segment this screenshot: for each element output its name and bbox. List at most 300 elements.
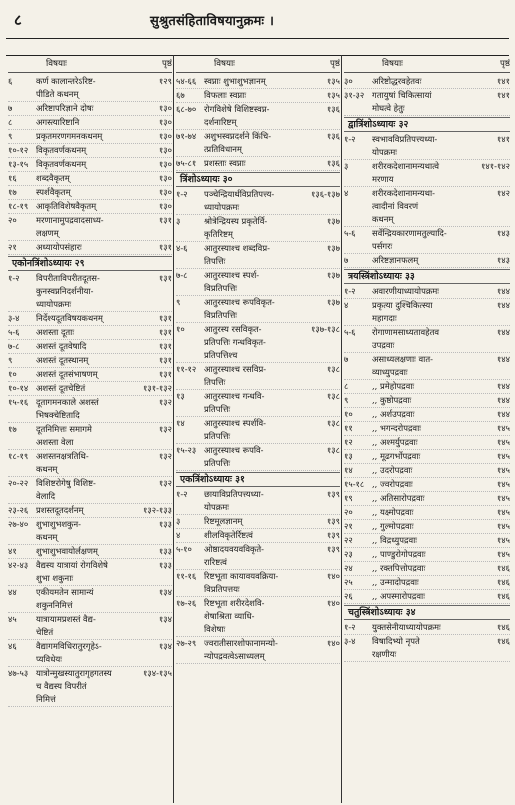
index-entry — [344, 380, 510, 394]
entry-subject: आतुरस्याश्च रूपवि- प्रतिपत्तिः — [204, 445, 264, 468]
entry-subject: आतुरस्याश्च शब्दविप्र- तिपत्तिः — [204, 243, 270, 266]
index-entry — [8, 396, 172, 423]
header-rule — [6, 38, 509, 39]
entry-verse-number: १० — [344, 409, 353, 419]
column-header — [176, 58, 340, 73]
index-entry — [344, 394, 510, 408]
entry-verse-number: ७५-८१ — [176, 158, 197, 168]
entry-verse-number: ४६ — [8, 641, 17, 651]
index-entry — [8, 75, 172, 102]
entry-verse-number: ३० — [344, 76, 353, 86]
entry-page-number: १४४ — [496, 381, 510, 391]
page-header — [0, 0, 515, 40]
page-title: सुश्रुतसंहिताविषयानुक्रमः । — [150, 14, 275, 29]
chapter-heading: एकत्रिंशोऽध्यायः ३१ — [176, 472, 340, 487]
entry-subject: रोगविशेषे विशिष्टस्वप्न- दर्शनारिष्टम् — [204, 104, 270, 127]
entry-verse-number: १०-१४ — [8, 383, 29, 393]
entry-verse-number: ९ — [344, 395, 349, 405]
entry-verse-number: १४ — [176, 418, 185, 428]
entry-page-number: १४० — [326, 598, 340, 608]
index-entry — [176, 390, 340, 417]
index-entry — [344, 408, 510, 422]
entry-verse-number: ४५ — [8, 614, 17, 624]
entry-verse-number: ७-८ — [8, 341, 20, 351]
entry-page-number: १३४ — [158, 641, 172, 651]
entry-subject: एकीयमतेन सामान्यं शकुननिमित्तं — [36, 587, 94, 610]
entry-page-number: १४१-१४२ — [481, 161, 510, 171]
entry-page-number: १३१ — [158, 369, 172, 379]
entry-verse-number: ६ — [8, 76, 13, 86]
entry-subject: ,, अर्शउपद्रवाः — [372, 409, 415, 419]
entry-subject: अशस्तं दूतवेषादि — [36, 341, 87, 351]
entry-subject: शब्दवैकृतम् — [36, 173, 70, 183]
entry-subject: अगस्त्यारिष्टानि — [36, 117, 80, 127]
entry-subject: मरणानामुपद्रवादसाध्य- लक्षणम् — [36, 215, 104, 238]
index-entry — [344, 254, 510, 268]
entry-page-number: १४५ — [496, 423, 510, 433]
entry-page-number: १४४ — [496, 354, 510, 364]
index-entry — [8, 518, 172, 545]
entry-page-number: १३३ — [158, 546, 172, 556]
entry-page-number: १३० — [158, 103, 172, 113]
entry-subject: ,, मूढगर्भोपद्रवाः — [372, 451, 421, 461]
entry-subject: अरिष्टज्ञानफलम् — [372, 255, 419, 265]
entry-subject: वैद्यस्य यात्रायां रोगविशेषे शुभा शकुनाः — [36, 560, 108, 583]
entry-subject: प्रशस्ताः स्वप्नाः — [204, 158, 246, 168]
entry-subject: शुभाशुभवायोर्लक्षणम् — [36, 546, 98, 556]
entry-subject: स्पर्शवैकृतम् — [36, 187, 71, 197]
entry-page-number: १४५ — [496, 493, 510, 503]
entry-verse-number: १-२ — [176, 189, 188, 199]
entry-verse-number: ६८-७० — [176, 104, 197, 114]
index-entry — [176, 570, 340, 597]
entry-page-number: १३७ — [326, 216, 340, 226]
entry-verse-number: २३ — [344, 549, 353, 559]
entry-subject: ,, ज्वरोपद्रवाः — [372, 479, 413, 489]
entry-subject: आतुरस्याश्च रसविप्र- तिपत्तिः — [204, 364, 267, 387]
entry-verse-number: ४७-५३ — [8, 668, 29, 678]
entry-page-number: १४६ — [496, 636, 510, 646]
entry-subject: विकृतवर्णकथनम् — [36, 159, 87, 169]
entry-verse-number: ११-१२ — [176, 364, 197, 374]
entry-verse-number: ९ — [8, 355, 13, 365]
index-entry — [8, 102, 172, 116]
entry-page-number: १३० — [158, 201, 172, 211]
index-entry — [8, 545, 172, 559]
entry-subject: ,, कुष्ठोपद्रवाः — [372, 395, 412, 405]
entry-page-number: १३८ — [326, 445, 340, 455]
entry-page-number: १३१ — [158, 355, 172, 365]
index-entry — [8, 116, 172, 130]
entry-page-number: १४० — [326, 571, 340, 581]
index-entry — [344, 464, 510, 478]
entry-page-number: १४५ — [496, 549, 510, 559]
entry-page-number: १४१ — [496, 134, 510, 144]
entry-verse-number: ५-६ — [344, 327, 356, 337]
index-entry — [176, 103, 340, 130]
entry-subject: अशस्ता दूताः — [36, 327, 75, 337]
entry-page-number: १४५ — [496, 535, 510, 545]
entry-verse-number: २३-२६ — [8, 505, 29, 515]
index-entry — [344, 492, 510, 506]
entry-page-number: १३१ — [158, 313, 172, 323]
index-entry — [8, 640, 172, 667]
entry-verse-number: ४२-४३ — [8, 560, 29, 570]
entry-subject: आतुरस्याश्च स्पर्श- विप्रतिपत्तिः — [204, 270, 260, 293]
entry-page-number: १३३ — [158, 519, 172, 529]
entry-page-number: १४६ — [496, 563, 510, 573]
entry-page-number: १३१ — [158, 215, 172, 225]
entry-verse-number: १३-१५ — [8, 159, 29, 169]
entry-verse-number: १७-२६ — [176, 598, 197, 608]
chapter-heading: त्रयस्त्रिंशोऽध्यायः ३३ — [344, 269, 510, 284]
entry-verse-number: ४ — [344, 300, 349, 310]
entry-page-number: १४५ — [496, 521, 510, 531]
entry-verse-number: ३-४ — [344, 636, 356, 646]
entry-subject: अरिष्टोद्धरवहेतवः — [372, 76, 422, 86]
entry-page-number: १३६ — [326, 131, 340, 141]
entry-page-number: १३२ — [158, 451, 172, 461]
entry-subject: रिष्टभूता कायावयवक्रिया- विप्रतिपत्तयः — [204, 571, 279, 594]
entry-verse-number: २० — [8, 215, 17, 225]
index-entry — [344, 353, 510, 380]
entry-verse-number: १-२ — [344, 286, 356, 296]
entry-verse-number: १६ — [8, 173, 17, 183]
chapter-heading: एकोनत्रिंशोऽध्यायः २९ — [8, 256, 172, 271]
entry-page-number: १३० — [158, 117, 172, 127]
entry-subject: अशस्तं दूतचेष्टितं — [36, 383, 86, 393]
index-entry — [176, 444, 340, 471]
entry-page-number: १४४ — [496, 395, 510, 405]
entry-subject: छायाविप्रतिपत्त्यध्या- योपक्रमः — [204, 489, 264, 512]
entry-verse-number: ३ — [176, 216, 181, 226]
entry-verse-number: २५ — [344, 577, 353, 587]
index-entry — [176, 417, 340, 444]
entry-verse-number: २१ — [344, 521, 353, 531]
entry-subject: प्रशस्तदूतदर्शनम् — [36, 505, 84, 515]
entry-page-number: १३० — [158, 187, 172, 197]
entry-subject: विषादिभ्यो नृपते रक्षणीयः — [372, 636, 420, 659]
entry-page-number: १३२ — [158, 397, 172, 407]
entry-subject: विपरीताविपरीतदूतस- कुनस्वप्ननिदर्शनीया- ध्यायोपक्रमः — [36, 273, 100, 309]
page-number: ८ — [14, 11, 22, 29]
entry-verse-number: २७-२९ — [176, 638, 197, 648]
entry-verse-number: ३ — [344, 161, 349, 171]
entry-subject: आतुरस्याश्च गन्धवि- प्रतिपत्तिः — [204, 391, 265, 414]
index-entry — [344, 133, 510, 160]
entry-subject: ,, उदरोपद्रवाः — [372, 465, 413, 475]
entry-subject: ,, गुल्मोपद्रवाः — [372, 521, 414, 531]
entry-verse-number: ७ — [8, 103, 13, 113]
entry-verse-number: १७ — [8, 187, 17, 197]
entry-page-number: १४५ — [496, 507, 510, 517]
entry-page-number: १३२ — [158, 478, 172, 488]
entry-subject: ,, उन्मादोपद्रवाः — [372, 577, 419, 587]
entry-verse-number: २७-४० — [8, 519, 29, 529]
entry-verse-number: ८ — [344, 381, 349, 391]
entry-subject: विकृतवर्णकथनम् — [36, 145, 87, 155]
entry-page-number: १३० — [158, 159, 172, 169]
entry-verse-number: २२ — [344, 535, 353, 545]
entry-verse-number: ५४-६६ — [176, 76, 197, 86]
entry-verse-number: १-२ — [344, 134, 356, 144]
index-entry — [344, 478, 510, 492]
entry-subject: प्रकृत्या दुश्चिकित्स्या महागदाः — [372, 300, 433, 323]
entry-verse-number: १-२ — [8, 273, 20, 283]
index-entry — [8, 144, 172, 158]
index-entry — [344, 635, 510, 662]
entry-subject: ,, अश्मर्युपद्रवाः — [372, 437, 418, 447]
index-entry — [344, 299, 510, 326]
entry-verse-number: ११ — [344, 423, 353, 433]
index-entry — [344, 450, 510, 464]
column-header-subject: विषयाः — [214, 59, 235, 69]
index-entry — [344, 75, 510, 89]
entry-page-number: १३९ — [326, 489, 340, 499]
chapter-heading: द्वात्रिंशोऽध्यायः ३२ — [344, 117, 510, 132]
entry-subject: दूतागमनकाले अशस्तं भिषक्चेष्टितादि — [36, 397, 99, 420]
chapter-heading: चतुस्त्रिंशोऽध्यायः ३४ — [344, 605, 510, 620]
entry-verse-number: ७ — [344, 354, 349, 364]
index-entry — [344, 562, 510, 576]
entry-page-number: १३६ — [326, 158, 340, 168]
entry-subject: शीलविकृतेर्रिष्टत्वं — [204, 530, 253, 540]
entry-subject: ,, अतिसारोपद्रवाः — [372, 493, 425, 503]
entry-subject: आतुरस्याश्च रूपविकृत- विप्रतिपत्तिः — [204, 297, 275, 320]
index-entry — [176, 215, 340, 242]
entry-subject: वैद्यागमविधिरातुरगृहेऽ- प्यविधेयः — [36, 641, 102, 664]
index-entry — [8, 340, 172, 354]
index-entry — [344, 548, 510, 562]
index-entry — [8, 241, 172, 255]
entry-verse-number: ५-६ — [8, 327, 20, 337]
entry-subject: ,, विद्रध्युपद्रवाः — [372, 535, 417, 545]
entry-page-number: १३५ — [326, 76, 340, 86]
index-entry — [8, 477, 172, 504]
entry-verse-number: १३ — [176, 391, 185, 401]
entry-page-number: १३० — [158, 145, 172, 155]
index-entry — [176, 488, 340, 515]
column-header-subject: विषयाः — [46, 59, 67, 69]
entry-subject: स्वभावविप्रतिपत्त्यध्या- योपक्रमः — [372, 134, 438, 157]
entry-page-number: १४४ — [496, 409, 510, 419]
entry-subject: अवारणीयाध्यायोपक्रमः — [372, 286, 439, 296]
entry-subject: सर्वेन्द्रियकारणामतुल्यादि- पर्सगरः — [372, 228, 447, 251]
entry-page-number: १४४ — [496, 300, 510, 310]
index-entry — [344, 621, 510, 635]
entry-verse-number: ११-१६ — [176, 571, 197, 581]
index-entry — [8, 450, 172, 477]
index-entry — [176, 543, 340, 570]
entry-page-number: १३६ — [326, 104, 340, 114]
entry-verse-number: ७१-७४ — [176, 131, 197, 141]
entry-verse-number: १३ — [344, 451, 353, 461]
entry-subject: अशस्तनक्षत्रतिथि- कथनम् — [36, 451, 89, 474]
entry-page-number: १३७-१३८ — [311, 324, 340, 334]
index-entry — [8, 158, 172, 172]
index-entry — [176, 515, 340, 529]
entry-verse-number: १९ — [344, 493, 353, 503]
entry-subject: शरीरकदेशानामन्यथात्वे मरणाय — [372, 161, 440, 184]
column-header-page: पृष्ठं — [500, 59, 510, 69]
entry-verse-number: २६ — [344, 591, 353, 601]
entry-subject: ,, यक्ष्मोपद्रवाः — [372, 507, 414, 517]
index-entry — [176, 637, 340, 664]
entry-page-number: १३९ — [326, 544, 340, 554]
entry-page-number: १४६ — [496, 577, 510, 587]
entry-subject: कर्ण कालान्तरेऽरिष्ट- पीडिते कथनम् — [36, 76, 96, 99]
entry-verse-number: ५-१० — [176, 544, 192, 554]
entry-page-number: १४३ — [496, 228, 510, 238]
entry-verse-number: १८-१९ — [8, 451, 29, 461]
column-header-subject: विषयाः — [382, 59, 403, 69]
index-column-1 — [8, 58, 172, 798]
entry-subject: असाध्यलक्षणाः वात- व्याध्युपद्रवाः — [372, 354, 433, 377]
entry-page-number: १३० — [158, 173, 172, 183]
entry-verse-number: १० — [176, 324, 185, 334]
index-entry — [8, 186, 172, 200]
index-entry — [344, 160, 510, 187]
entry-verse-number: ९ — [176, 297, 181, 307]
entry-subject: शुभाशुभशकुन- कथनम् — [36, 519, 81, 542]
entry-subject: श्रोत्रेन्द्रियस्य प्रकृतेर्वि- कृतिरिष्टम् — [204, 216, 268, 239]
column-header — [8, 58, 172, 73]
index-entry — [344, 534, 510, 548]
entry-subject: युक्तसेनीयाध्यायोपक्रमः — [372, 622, 441, 632]
entry-verse-number: १८-१९ — [8, 201, 29, 211]
entry-verse-number: २१ — [8, 242, 17, 252]
index-entry — [8, 559, 172, 586]
entry-page-number: १४१ — [496, 90, 510, 100]
entry-page-number: १३७ — [326, 297, 340, 307]
entry-subject: प्रकृतमरणगमनकथनम् — [36, 131, 103, 141]
entry-subject: विफलाः स्वप्नाः — [204, 90, 247, 100]
entry-page-number: १४५ — [496, 451, 510, 461]
index-entry — [344, 506, 510, 520]
entry-page-number: १३१-१३२ — [143, 383, 172, 393]
entry-subject: आतुरस्य रसविकृत- प्रतिपत्तिः गन्धविकृत- प्रतिपत्तिश्च — [204, 324, 266, 360]
index-entry — [344, 422, 510, 436]
index-entry — [176, 296, 340, 323]
entry-page-number: १३८ — [326, 364, 340, 374]
index-entry — [176, 529, 340, 543]
entry-verse-number: ५-६ — [344, 228, 356, 238]
entry-page-number: १४४ — [496, 286, 510, 296]
entry-verse-number: ७ — [344, 255, 349, 265]
entry-verse-number: १-२ — [176, 489, 188, 499]
entry-verse-number: १५-१६ — [8, 397, 29, 407]
index-column-3 — [344, 58, 510, 798]
index-entry — [344, 227, 510, 254]
entry-subject: ,, रक्तपित्तोपद्रवाः — [372, 563, 426, 573]
entry-verse-number: ८ — [8, 117, 13, 127]
column-divider — [173, 55, 174, 803]
entry-subject: गतायुषां चिकित्सायां मोघत्वे हेतुः — [372, 90, 432, 113]
index-entry — [176, 597, 340, 637]
entry-page-number: १३२ — [158, 424, 172, 434]
entry-subject: निर्देश्यदूतविषयकथनम् — [36, 313, 103, 323]
entry-verse-number: २० — [344, 507, 353, 517]
index-entry — [8, 423, 172, 450]
entry-verse-number: ६७ — [176, 90, 185, 100]
entry-verse-number: १४ — [344, 465, 353, 475]
entry-page-number: १३६-१३७ — [311, 189, 340, 199]
entry-subject: ओष्ठादयवयवविकृते- रारिष्टत्वं — [204, 544, 265, 567]
entry-verse-number: १२ — [344, 437, 353, 447]
index-entry — [344, 520, 510, 534]
index-entry — [8, 586, 172, 613]
index-entry — [176, 188, 340, 215]
entry-verse-number: १५-१८ — [344, 479, 365, 489]
entry-page-number: १३७ — [326, 243, 340, 253]
entry-verse-number: ३१-३२ — [344, 90, 365, 100]
column-header-page: पृष्ठं — [162, 59, 172, 69]
entry-verse-number: ३ — [176, 516, 181, 526]
entry-subject: अशुभस्वप्नदर्शने किंचि- त्प्रतिविधानम् — [204, 131, 272, 154]
entry-page-number: १४६ — [496, 591, 510, 601]
entry-verse-number: १०-१२ — [8, 145, 29, 155]
index-entry — [344, 590, 510, 604]
entry-verse-number: ४ — [176, 530, 181, 540]
entry-page-number: १३० — [158, 131, 172, 141]
entry-subject: रिष्टमूलज्ञानम् — [204, 516, 243, 526]
index-entry — [8, 504, 172, 518]
entry-subject: अशस्तं दूतसंभाषणम् — [36, 369, 98, 379]
entry-verse-number: ९ — [8, 131, 13, 141]
entry-subject: ,, भगन्दरोपद्रवाः — [372, 423, 421, 433]
index-entry — [344, 576, 510, 590]
entry-verse-number: १० — [8, 369, 17, 379]
index-entry — [176, 89, 340, 103]
entry-page-number: १३२-१३३ — [143, 505, 172, 515]
entry-subject: रोगाणामसाध्यतावहेतव उपद्रवाः — [372, 327, 440, 350]
entry-subject: ज्वरातीसारशोफानामन्यो- न्योपद्रवत्वेऽसाध्यलम् — [204, 638, 278, 661]
entry-page-number: १३१ — [158, 242, 172, 252]
entry-page-number: १३४ — [158, 587, 172, 597]
entry-subject: ,, प्रमेहोपद्रवाः — [372, 381, 415, 391]
entry-subject: अशस्तं दूतस्थानम् — [36, 355, 89, 365]
index-entry — [176, 363, 340, 390]
entry-verse-number: ४१ — [8, 546, 17, 556]
index-column-2 — [176, 58, 340, 798]
entry-verse-number: १-२ — [344, 622, 356, 632]
entry-subject: आतुरस्याश्च स्पर्शवि- प्रतिपत्तिः — [204, 418, 266, 441]
index-entry — [8, 368, 172, 382]
entry-subject: अध्यायोपसंहारः — [36, 242, 82, 252]
entry-verse-number: ४ — [344, 188, 349, 198]
index-entry — [8, 382, 172, 396]
entry-verse-number: १५-२३ — [176, 445, 197, 455]
entry-page-number: १३१ — [158, 273, 172, 283]
entry-page-number: १३१ — [158, 341, 172, 351]
entry-page-number: १३४-१३५ — [143, 668, 172, 678]
entry-subject: पञ्चेन्द्रियार्थविप्रतिपत्त्य- ध्यायोपक्रमः — [204, 189, 275, 212]
entry-page-number: १४४ — [496, 327, 510, 337]
index-entry — [344, 326, 510, 353]
entry-page-number: १३८ — [326, 418, 340, 428]
index-entry — [344, 89, 510, 116]
entry-verse-number: २४ — [344, 563, 353, 573]
entry-page-number: १४५ — [496, 437, 510, 447]
entry-page-number: १३७ — [326, 270, 340, 280]
entry-page-number: १४३ — [496, 255, 510, 265]
index-entry — [176, 269, 340, 296]
entry-verse-number: ३-४ — [8, 313, 20, 323]
entry-page-number: १३९ — [326, 530, 340, 540]
index-entry — [344, 436, 510, 450]
entry-verse-number: ४४ — [8, 587, 17, 597]
index-entry — [176, 130, 340, 157]
